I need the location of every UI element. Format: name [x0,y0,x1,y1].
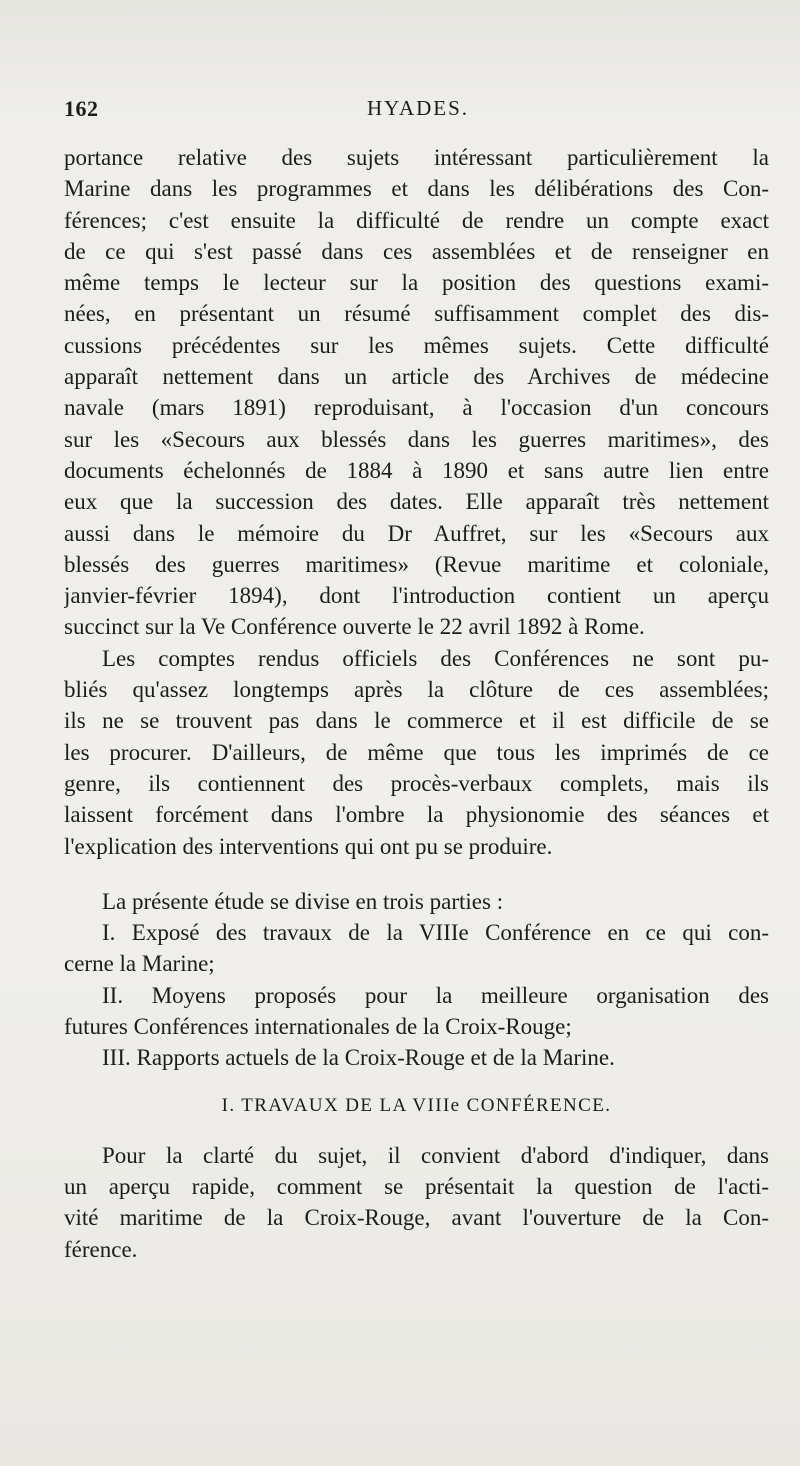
text-line: laissent forcément dans l'ombre la physionomie des séances et [64,802,769,828]
text-line: cerne la Marine; [64,951,215,977]
paragraph-3 [64,886,769,1074]
text-line: genre, ils contiennent des procès-verbaux complets, mais ils [64,770,769,796]
paragraph-gap [64,862,769,886]
text-line: ils ne se trouvent pas dans le commerce et il est difficile de se [64,708,769,734]
paragraph-2 [64,643,769,862]
text-line: cussions précédentes sur les mêmes sujets. Cette difficulté [64,332,769,358]
text-line: sur les «Secours aux blessés dans les guerres maritimes», des [64,426,769,452]
text-line: Pour la clarté du sujet, il convient d'abord d'indiquer, dans [102,1142,769,1168]
text-line: Marine dans les programmes et dans les délibérations des Con- [64,176,769,202]
text-line: I. Exposé des travaux de la VIIIe Conférence en ce qui con- [102,920,769,946]
text-line: III. Rapports actuels de la Croix-Rouge et de la Marine. [102,1045,615,1071]
text-line: aussi dans le mémoire du Dr Auffret, sur les «Secours aux [64,520,769,546]
text-line: succinct sur la Ve Conférence ouverte le 22 avril 1892 à Rome. [64,614,645,640]
text-line: navale (mars 1891) reproduisant, à l'occasion d'un concours [64,395,769,421]
section-title: I. TRAVAUX DE LA VIIIe CONFÉRENCE. [221,1094,612,1116]
text-line: férence. [64,1236,138,1262]
text-line: même temps le lecteur sur la position des questions exami- [64,270,769,296]
paragraph-1 [64,142,769,643]
paragraph-4 [64,1140,769,1265]
text-line: bliés qu'assez longtemps après la clôture de ces assemblées; [64,677,769,703]
text-line: apparaît nettement dans un article des Archives de médecine [64,364,769,390]
text-line: II. Moyens proposés pour la meilleure organisation des [102,982,769,1008]
text-line: les procurer. D'ailleurs, de même que tous les imprimés de ce [64,739,769,765]
text-line: La présente étude se divise en trois parties : [102,888,504,914]
text-line: documents échelonnés de 1884 à 1890 et sans autre lien entre [64,457,769,483]
page-number: 162 [64,96,99,121]
text-line: eux que la succession des dates. Elle apparaît très nettement [64,489,769,515]
text-line: futures Conférences internationales de la Croix-Rouge; [64,1014,572,1040]
text-line: de ce qui s'est passé dans ces assemblées et de renseigner en [64,238,769,264]
text-line: janvier-février 1894), dont l'introduction contient un aperçu [64,583,769,609]
text-line: blessés des guerres maritimes» (Revue maritime et coloniale, [64,551,769,577]
text-line: férences; c'est ensuite la difficulté de rendre un compte exact [64,207,769,233]
text-line: Les comptes rendus officiels des Conférences ne sont pu- [102,645,769,671]
text-line: l'explication des interventions qui ont pu se produire. [64,833,553,859]
text-line: un aperçu rapide, comment se présentait la question de l'acti- [64,1173,769,1199]
page-body [64,142,769,1265]
text-line: nées, en présentant un résumé suffisamment complet des dis- [64,301,769,327]
page-header [64,96,732,126]
text-line: portance relative des sujets intéressant particulièrement la [64,145,769,170]
running-head: HYADES. [366,96,470,120]
text-line: vité maritime de la Croix-Rouge, avant l'ouverture de la Con- [64,1205,769,1231]
